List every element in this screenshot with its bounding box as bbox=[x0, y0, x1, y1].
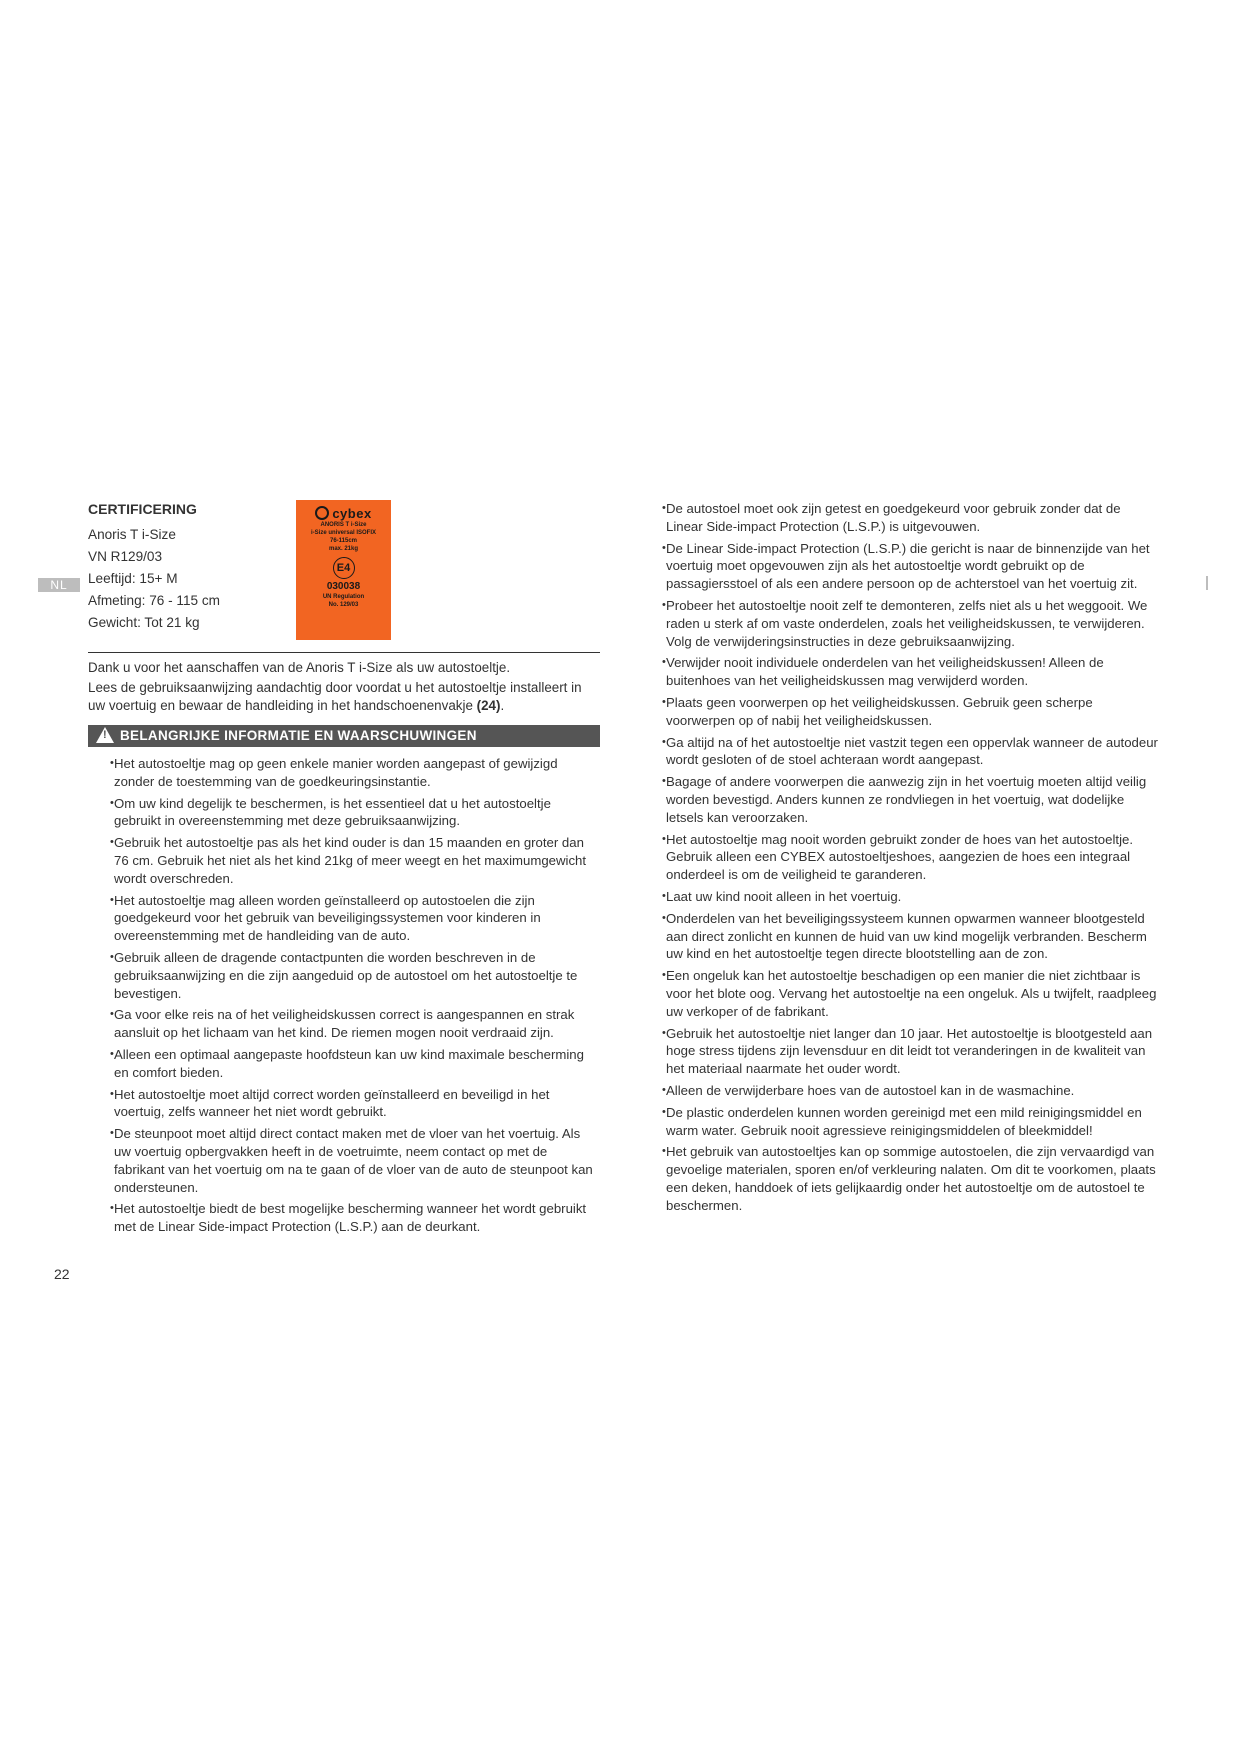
label-regulation: UN Regulation bbox=[322, 594, 365, 600]
list-item: • De Linear Side-impact Protection (L.S.P.) die gericht is naar de binnenzijde van het voertuig moet opgevouwen zijn als het autostoeltje wordt gebruikt op de passagiersstoel of als een andere persoon op de achterstoel van het voertuig zit. bbox=[662, 540, 1158, 593]
page-number: 22 bbox=[54, 1266, 70, 1282]
warning-banner bbox=[88, 725, 600, 747]
cert-product: Anoris T i-Size bbox=[88, 527, 176, 542]
list-item: • Laat uw kind nooit alleen in het voertuig. bbox=[662, 888, 1158, 906]
approval-number: 030038 bbox=[326, 581, 361, 592]
list-item: • Bagage of andere voorwerpen die aanwezig zijn in het voertuig moeten altijd veilig worden bevestigd. Anders kunnen ze rondvliegen in het voertuig, wat dodelijke letsels kan veroorzaken. bbox=[662, 773, 1158, 826]
list-item: • Gebruik het autostoeltje niet langer dan 10 jaar. Het autostoeltje is blootgesteld aan hoge stress tijdens zijn levensduur en dit leidt tot veranderingen in de kwaliteit van het materiaal naarmate het ouder wordt. bbox=[662, 1025, 1158, 1078]
cert-regulation: VN R129/03 bbox=[88, 549, 163, 564]
list-item: • De autostoel moet ook zijn getest en goedgekeurd voor gebruik zonder dat de Linear Side-impact Protection (L.S.P.) is uitgevouwen. bbox=[662, 500, 1158, 536]
list-item: • Alleen een optimaal aangepaste hoofdsteun kan uw kind maximale bescherming en comfort bieden. bbox=[88, 1046, 600, 1082]
approval-label-image bbox=[296, 500, 391, 640]
left-warning-list bbox=[88, 755, 600, 1236]
e-mark-icon: E4 bbox=[333, 557, 355, 579]
certification-title: CERTIFICERING bbox=[88, 501, 197, 517]
logo-mark-icon bbox=[315, 506, 329, 520]
cybex-logo: cybex bbox=[296, 506, 391, 521]
list-item: • Alleen de verwijderbare hoes van de autostoel kan in de wasmachine. bbox=[662, 1082, 1158, 1100]
language-tab: NL bbox=[38, 578, 80, 592]
list-item: • Gebruik alleen de dragende contactpunten die worden beschreven in de gebruiksaanwijzing en die zijn aangeduid op de autostoel om het autostoeltje te bevestigen. bbox=[88, 949, 600, 1002]
intro-paragraph: Dank u voor het aanschaffen van de Anoris T i-Size als uw autostoeltje. bbox=[88, 660, 511, 675]
label-line: max. 21kg bbox=[328, 546, 359, 552]
intro-text bbox=[88, 659, 600, 715]
list-item: • Probeer het autostoeltje nooit zelf te demonteren, zelfs niet als u het weggooit. We raden u sterk af om vaste onderdelen, zoals het veiligheidskussen, te verwijderen. Volg de verwijderingsinstructies in deze gebruiksaanwijzing. bbox=[662, 597, 1158, 650]
list-item: • De plastic onderdelen kunnen worden gereinigd met een mild reinigingsmiddel en warm water. Gebruik nooit agressieve reinigingsmiddelen of bleekmiddel! bbox=[662, 1104, 1158, 1140]
list-item: • Om uw kind degelijk te beschermen, is het essentieel dat u het autostoeltje gebruikt in overeenstemming met deze gebruiksaanwijzing. bbox=[88, 795, 600, 831]
list-item: • Onderdelen van het beveiligingssysteem kunnen opwarmen wanneer blootgesteld aan direct zonlicht en kunnen de huid van uw kind mogelijk verbranden. Bescherm uw kind en het autostoeltje tegen directe blootstelling aan de zon. bbox=[662, 910, 1158, 963]
cert-age: Leeftijd: 15+ M bbox=[88, 571, 178, 586]
list-item: • Plaats geen voorwerpen op het veiligheidskussen. Gebruik geen scherpe voorwerpen op of nabij het veiligheidskussen. bbox=[662, 694, 1158, 730]
label-regulation: No. 129/03 bbox=[328, 602, 359, 608]
list-item: • Een ongeluk kan het autostoeltje beschadigen op een manier die niet zichtbaar is voor het blote oog. Vervang het autostoeltje na een ongeluk. Als u twijfelt, raadpleeg uw verkoper of de fabrikant. bbox=[662, 967, 1158, 1020]
edge-marker bbox=[1206, 576, 1208, 590]
label-line: 76-115cm bbox=[329, 538, 358, 544]
right-warning-list bbox=[662, 500, 1158, 1214]
list-item: • Ga altijd na of het autostoeltje niet vastzit tegen een oppervlak wanneer de autodeur wordt gesloten of de stoel achteraan wordt aangepast. bbox=[662, 734, 1158, 770]
label-line: ANORIS T i-Size bbox=[320, 522, 367, 528]
list-item: • De steunpoot moet altijd direct contact maken met de vloer van het voertuig. Als uw voertuig opbergvakken heeft in de voetruimte, neem contact op met de fabrikant van het voertuig om na te gaan of de vloer van de auto de steunpoot kan ondersteunen. bbox=[88, 1125, 600, 1196]
list-item: • Het autostoeltje mag nooit worden gebruikt zonder de hoes van het autostoeltje. Gebruik alleen een CYBEX autostoeltjeshoes, aangezien de hoes een integraal onderdeel is om de veiligheid te garanderen. bbox=[662, 831, 1158, 884]
divider bbox=[88, 652, 600, 653]
label-line: i-Size universal ISOFIX bbox=[310, 530, 377, 536]
warning-icon bbox=[96, 727, 114, 743]
right-column bbox=[662, 500, 1158, 1218]
intro-paragraph: Lees de gebruiksaanwijzing aandachtig door voordat u het autostoeltje installeert in uw voertuig en bewaar de handleiding in het handschoenenvakje (24). bbox=[88, 680, 582, 713]
list-item: • Het autostoeltje mag op geen enkele manier worden aangepast of gewijzigd zonder de toestemming van de goedkeuringsinstantie. bbox=[88, 755, 600, 791]
list-item: • Verwijder nooit individuele onderdelen van het veiligheidskussen! Alleen de buitenhoes van het veiligheidskussen mag verwijderd worden. bbox=[662, 654, 1158, 690]
list-item: • Het gebruik van autostoeltjes kan op sommige autostoelen, die zijn vervaardigd van gevoelige materialen, sporen en/of verkleuring nalaten. Om dit te voorkomen, plaats een deken, handdoek of iets gelijkaardig onder het autostoeltje om de autostoel te beschermen. bbox=[662, 1143, 1158, 1214]
list-item: • Ga voor elke reis na of het veiligheidskussen correct is aangespannen en strak aansluit op het lichaam van het kind. De riemen mogen nooit verdraaid zijn. bbox=[88, 1006, 600, 1042]
left-column bbox=[88, 500, 600, 1240]
list-item: • Het autostoeltje moet altijd correct worden geïnstalleerd en beveiligd in het voertuig, zelfs wanneer het niet wordt gebruikt. bbox=[88, 1086, 600, 1122]
cert-size: Afmeting: 76 - 115 cm bbox=[88, 593, 220, 608]
list-item: • Gebruik het autostoeltje pas als het kind ouder is dan 15 maanden en groter dan 76 cm. Gebruik het niet als het kind 21kg of meer weegt en het maximumgewicht wordt overschreden. bbox=[88, 834, 600, 887]
list-item: • Het autostoeltje mag alleen worden geïnstalleerd op autostoelen die zijn goedgekeurd voor het gebruik van beveiligingssystemen voor kinderen in overeenstemming met de handleiding van de auto. bbox=[88, 892, 600, 945]
certification-block bbox=[88, 500, 600, 648]
warning-heading: BELANGRIJKE INFORMATIE EN WAARSCHUWINGEN bbox=[120, 728, 477, 743]
list-item: • Het autostoeltje biedt de best mogelijke bescherming wanneer het wordt gebruikt met de Linear Side-impact Protection (L.S.P.) aan de deurkant. bbox=[88, 1200, 600, 1236]
cert-weight: Gewicht: Tot 21 kg bbox=[88, 615, 200, 630]
